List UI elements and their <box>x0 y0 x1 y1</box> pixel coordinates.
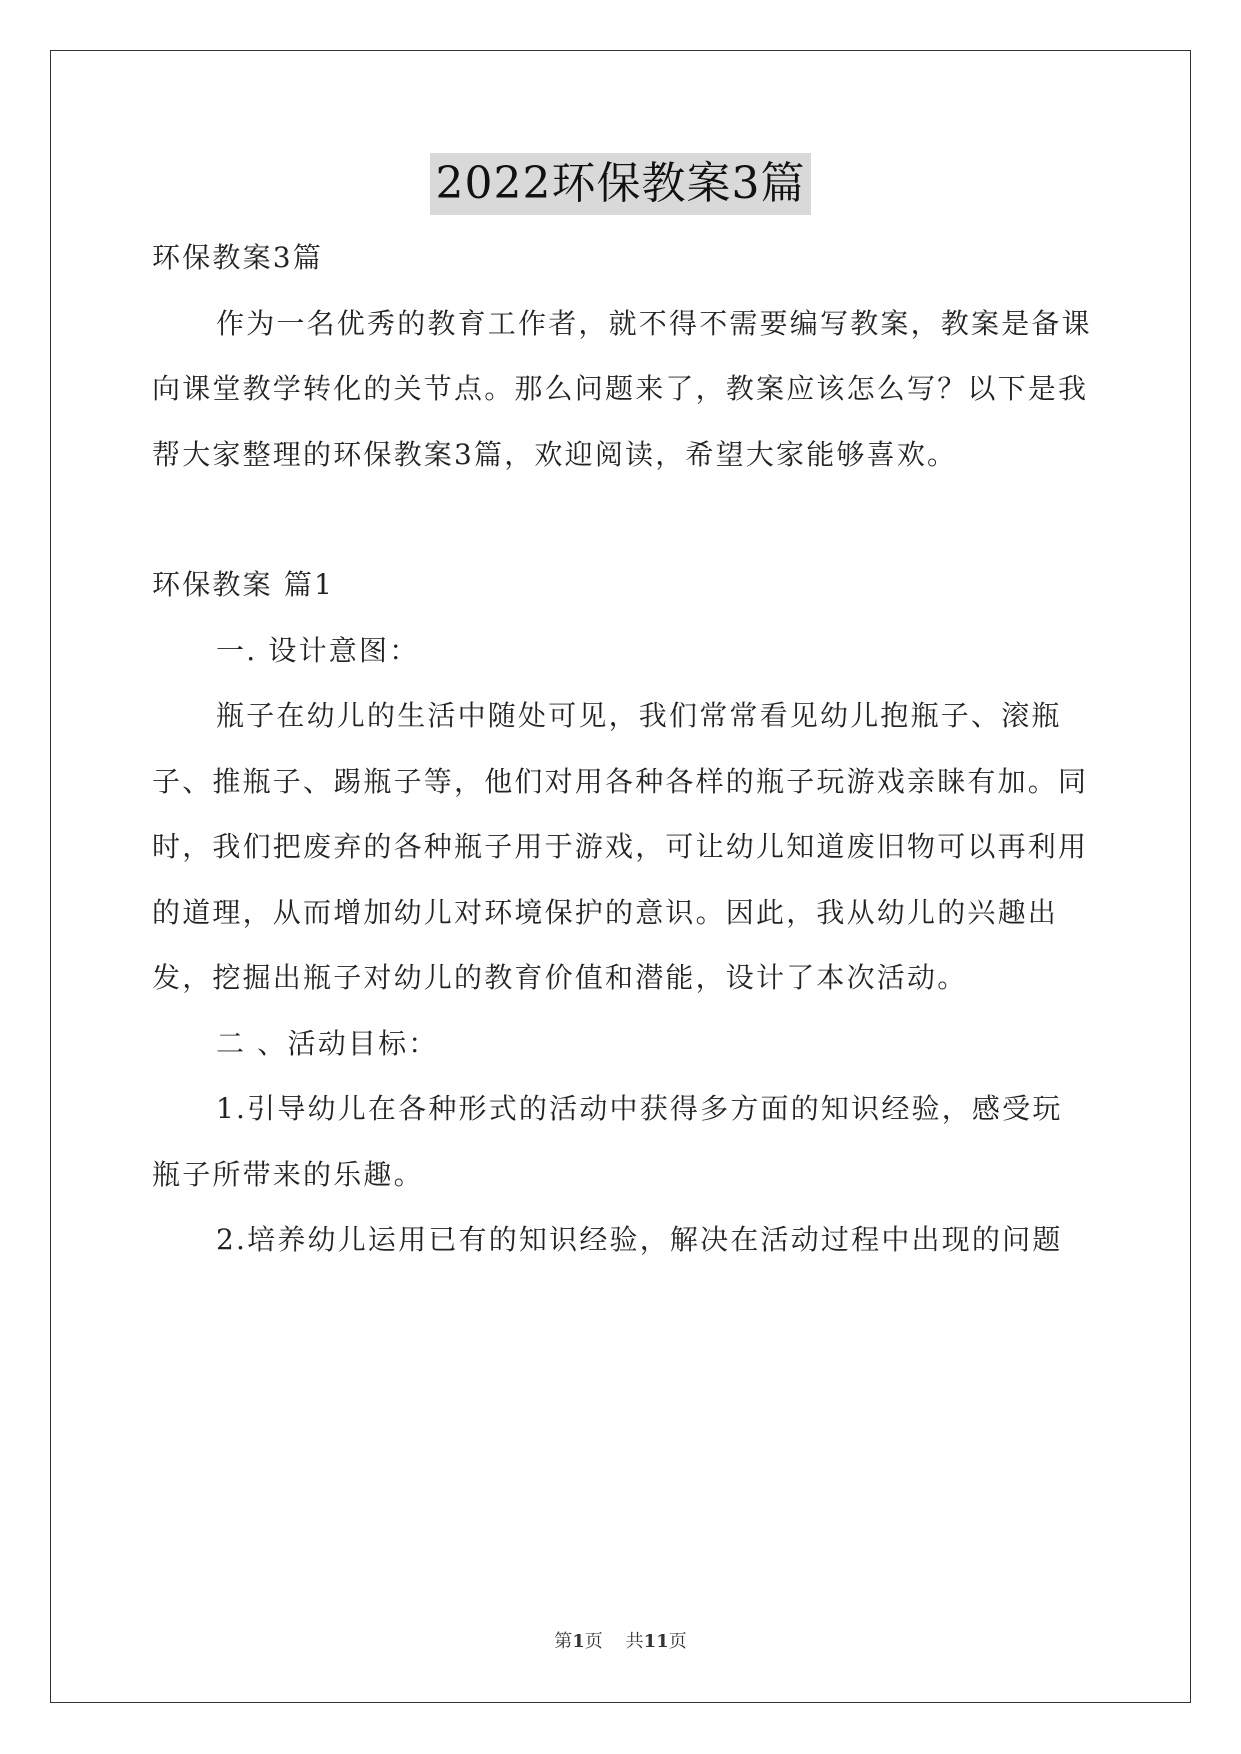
document-title: 2022环保教案3篇 <box>430 153 812 215</box>
spacer <box>152 487 1092 552</box>
page-footer <box>0 1627 1241 1653</box>
goal-item-2: 2.培养幼儿运用已有的知识经验，解决在活动过程中出现的问题 <box>216 1223 1063 1256</box>
goal-item-1: 1.引导幼儿在各种形式的活动中获得多方面的知识经验，感受玩瓶子所带来的乐趣。 <box>152 1092 1063 1191</box>
total-pages: 11 <box>643 1631 669 1652</box>
intro-paragraph: 作为一名优秀的教育工作者，就不得不需要编写教案，教案是备课向课堂教学转化的关节点。那么问题来了，教案应该怎么写？以下是我帮大家整理的环保教案3篇，欢迎阅读，希望大家能够喜欢。 <box>152 306 1092 471</box>
total-suffix: 页 <box>668 1631 687 1652</box>
page-suffix: 页 <box>584 1631 603 1652</box>
page-number: 1 <box>572 1631 585 1652</box>
goals-heading: 二 、活动目标： <box>216 1026 439 1060</box>
total-prefix: 共 <box>625 1631 644 1652</box>
section-heading: 环保教案 篇1 <box>152 568 335 601</box>
design-heading: 一. 设计意图： <box>216 633 420 667</box>
title-container <box>0 153 1241 215</box>
subtitle: 环保教案3篇 <box>152 241 324 274</box>
document-body <box>152 225 1092 1273</box>
design-paragraph: 瓶子在幼儿的生活中随处可见，我们常常看见幼儿抱瓶子、滚瓶子、推瓶子、踢瓶子等，他们对用各种各样的瓶子玩游戏亲睐有加。同时，我们把废弃的各种瓶子用于游戏，可让幼儿知道废旧物可以再利用的道理，从而增加幼儿对环境保护的意识。因此，我从幼儿的兴趣出发，挖掘出瓶子对幼儿的教育价值和潜能，设计了本次活动。 <box>152 699 1089 994</box>
page-prefix: 第 <box>554 1631 573 1652</box>
